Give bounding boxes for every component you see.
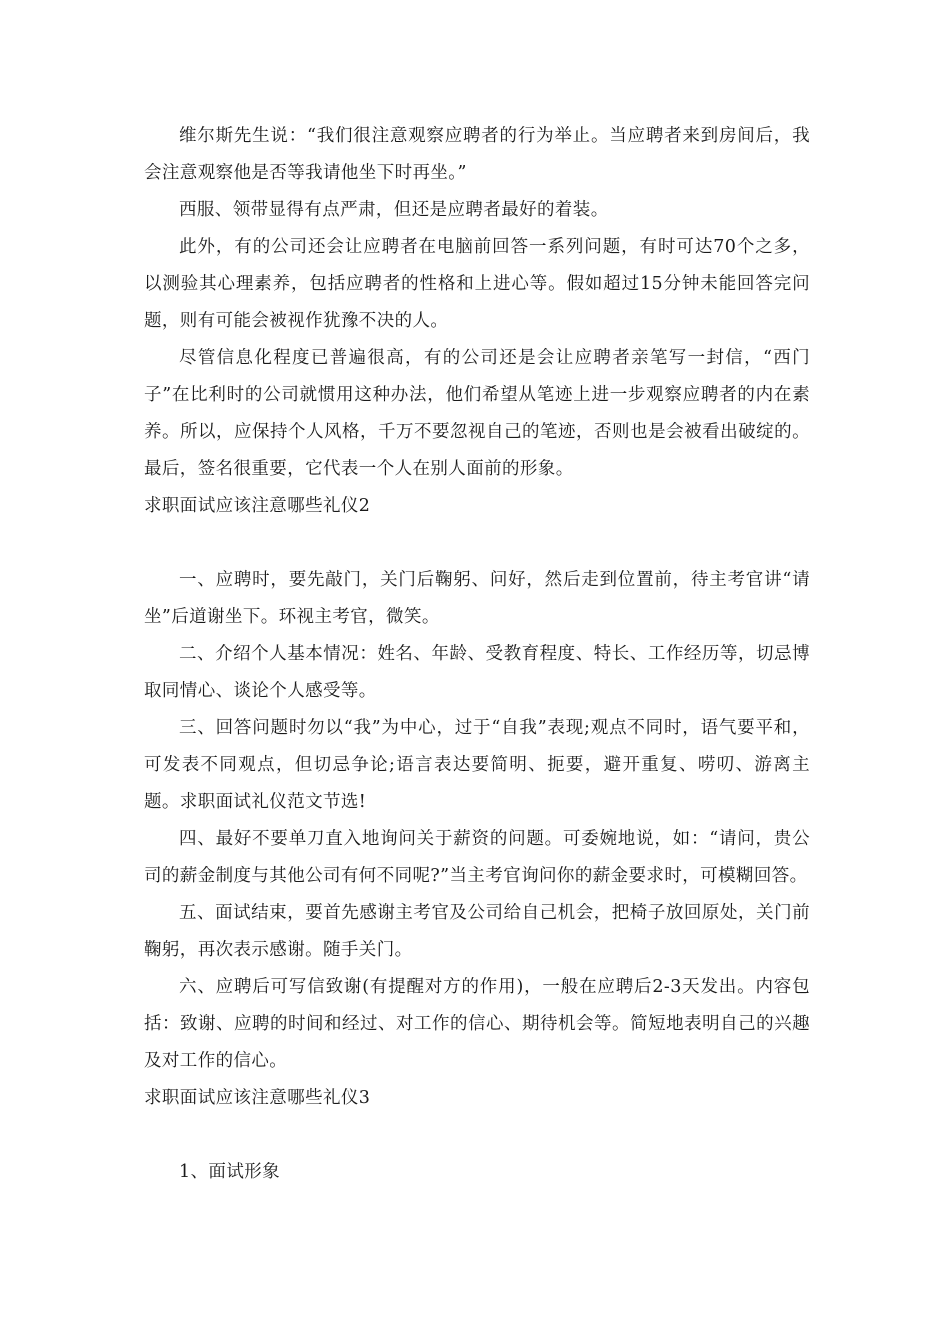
paragraph-etiquette-3: 三、回答问题时勿以“我”为中心，过于“自我”表现;观点不同时，语气要平和，可发表不同观点，但切忌争论;语言表达要简明、扼要，避开重复、唠叨、游离主题。求职面试礼仪范文节选! <box>144 718 810 812</box>
paragraph-suit-tie: 西服、领带显得有点严肃，但还是应聘者最好的着装。 <box>179 200 609 220</box>
document-body <box>144 118 810 1191</box>
paragraph-etiquette-6: 六、应聘后可写信致谢(有提醒对方的作用)，一般在应聘后2-3天发出。内容包括：致谢、应聘的时间和经过、对工作的信心、期待机会等。简短地表明自己的兴趣及对工作的信心。 <box>144 977 810 1071</box>
blank-line <box>144 525 810 562</box>
section-heading-3: 求职面试应该注意哪些礼仪3 <box>144 1088 371 1108</box>
section-heading-2: 求职面试应该注意哪些礼仪2 <box>144 496 371 516</box>
paragraph-wells-quote: 维尔斯先生说：“我们很注意观察应聘者的行为举止。当应聘者来到房间后，我会注意观察他是否等我请他坐下时再坐。” <box>144 126 810 183</box>
paragraph-computer-questions: 此外，有的公司还会让应聘者在电脑前回答一系列问题，有时可达70个之多，以测验其心理素养，包括应聘者的性格和上进心等。假如超过15分钟未能回答完问题，则有可能会被视作犹豫不决的人。 <box>144 237 810 331</box>
paragraph-handwritten-letter: 尽管信息化程度已普遍很高，有的公司还是会让应聘者亲笔写一封信，“西门子”在比利时的公司就惯用这种办法，他们希望从笔迹上进一步观察应聘者的内在素养。所以，应保持个人风格，千万不要忽视自己的笔迹，否则也是会被看出破绽的。最后，签名很重要，它代表一个人在别人面前的形象。 <box>144 348 810 479</box>
paragraph-etiquette-5: 五、面试结束，要首先感谢主考官及公司给自己机会，把椅子放回原处，关门前鞠躬，再次表示感谢。随手关门。 <box>144 903 810 960</box>
paragraph-etiquette-4: 四、最好不要单刀直入地询问关于薪资的问题。可委婉地说，如：“请问，贵公司的薪金制度与其他公司有何不同呢?”当主考官询问你的薪金要求时，可模糊回答。 <box>144 829 810 886</box>
blank-line <box>144 1117 810 1154</box>
paragraph-etiquette-2: 二、介绍个人基本情况：姓名、年龄、受教育程度、特长、工作经历等，切忌博取同情心、谈论个人感受等。 <box>144 644 810 701</box>
paragraph-etiquette-1: 一、应聘时，要先敲门，关门后鞠躬、问好，然后走到位置前，待主考官讲“请坐”后道谢坐下。环视主考官，微笑。 <box>144 570 810 627</box>
paragraph-interview-image: 1、面试形象 <box>179 1162 281 1182</box>
